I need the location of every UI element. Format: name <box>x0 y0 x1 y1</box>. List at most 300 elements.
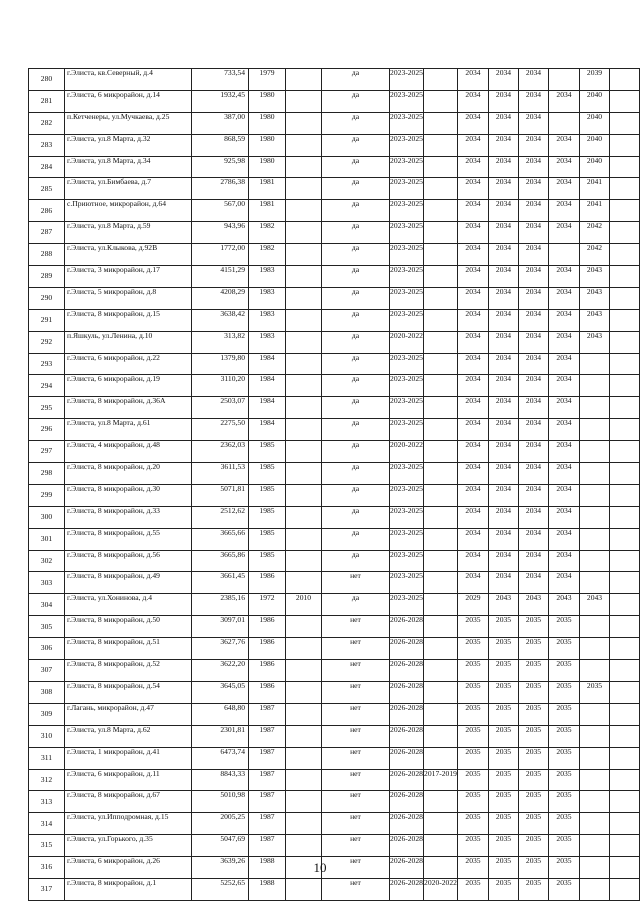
cell-year2: 2035 <box>489 660 519 682</box>
cell-year2: 2035 <box>489 725 519 747</box>
table-row <box>29 484 640 506</box>
cell-year5 <box>580 484 610 506</box>
cell-repair <box>424 484 458 506</box>
cell-year4 <box>549 112 580 134</box>
cell-built: 1980 <box>249 156 286 178</box>
cell-renovated <box>286 463 322 485</box>
cell-year4: 2035 <box>549 813 580 835</box>
cell-num: 311 <box>29 747 65 769</box>
cell-gas: да <box>322 506 390 528</box>
cell-year6 <box>610 463 640 485</box>
cell-year2: 2034 <box>489 550 519 572</box>
cell-year6 <box>610 69 640 91</box>
cell-year6 <box>610 725 640 747</box>
cell-area: 3639,26 <box>192 857 249 879</box>
cell-year3: 2034 <box>519 134 549 156</box>
cell-year6 <box>610 791 640 813</box>
cell-area: 1379,80 <box>192 353 249 375</box>
cell-address: г.Элиста, 8 микрорайон, д.50 <box>65 616 192 638</box>
cell-year5 <box>580 638 610 660</box>
cell-year2: 2034 <box>489 134 519 156</box>
cell-num: 297 <box>29 441 65 463</box>
cell-built: 1987 <box>249 769 286 791</box>
cell-year5: 2040 <box>580 134 610 156</box>
cell-gas: да <box>322 112 390 134</box>
cell-year1: 2034 <box>458 156 489 178</box>
cell-built: 1984 <box>249 353 286 375</box>
cell-repair <box>424 572 458 594</box>
cell-address: г.Элиста, ул.8 Марта, д.32 <box>65 134 192 156</box>
cell-area: 2385,16 <box>192 594 249 616</box>
cell-year5 <box>580 419 610 441</box>
cell-year1: 2035 <box>458 681 489 703</box>
cell-renovated <box>286 550 322 572</box>
cell-gas: да <box>322 287 390 309</box>
cell-year1: 2035 <box>458 703 489 725</box>
cell-renovated <box>286 178 322 200</box>
cell-address: г.Элиста, 8 микрорайон, д.49 <box>65 572 192 594</box>
cell-num: 280 <box>29 69 65 91</box>
cell-built: 1985 <box>249 441 286 463</box>
cell-year2: 2035 <box>489 681 519 703</box>
cell-area: 2512,62 <box>192 506 249 528</box>
cell-year5 <box>580 747 610 769</box>
cell-year4: 2034 <box>549 287 580 309</box>
cell-year3: 2034 <box>519 506 549 528</box>
cell-gas: нет <box>322 813 390 835</box>
cell-built: 1982 <box>249 222 286 244</box>
cell-repair <box>424 200 458 222</box>
cell-repair <box>424 703 458 725</box>
cell-gas: да <box>322 528 390 550</box>
cell-year6 <box>610 178 640 200</box>
cell-year6 <box>610 112 640 134</box>
cell-area: 925,98 <box>192 156 249 178</box>
cell-area: 3645,05 <box>192 681 249 703</box>
cell-year1: 2034 <box>458 484 489 506</box>
cell-area: 5252,65 <box>192 878 249 900</box>
cell-year6 <box>610 375 640 397</box>
cell-area: 3665,66 <box>192 528 249 550</box>
cell-renovated <box>286 769 322 791</box>
cell-year1: 2035 <box>458 878 489 900</box>
cell-num: 317 <box>29 878 65 900</box>
cell-built: 1983 <box>249 309 286 331</box>
cell-area: 3661,45 <box>192 572 249 594</box>
cell-area: 2503,07 <box>192 397 249 419</box>
cell-year3: 2034 <box>519 484 549 506</box>
cell-year2: 2035 <box>489 769 519 791</box>
cell-gas: да <box>322 266 390 288</box>
cell-year2: 2034 <box>489 506 519 528</box>
cell-area: 3665,86 <box>192 550 249 572</box>
cell-year5 <box>580 616 610 638</box>
cell-repair <box>424 813 458 835</box>
cell-year3: 2034 <box>519 90 549 112</box>
cell-renovated <box>286 134 322 156</box>
cell-year4: 2034 <box>549 90 580 112</box>
cell-year6 <box>610 331 640 353</box>
cell-year3: 2035 <box>519 747 549 769</box>
cell-year4: 2035 <box>549 703 580 725</box>
cell-area: 2362,03 <box>192 441 249 463</box>
cell-period: 2026-2028 <box>390 616 424 638</box>
cell-address: г.Элиста, 4 микрорайон, д.48 <box>65 441 192 463</box>
cell-year5: 2042 <box>580 222 610 244</box>
cell-renovated <box>286 681 322 703</box>
cell-year2: 2035 <box>489 878 519 900</box>
cell-renovated <box>286 791 322 813</box>
cell-year6 <box>610 397 640 419</box>
cell-period: 2020-2022 <box>390 331 424 353</box>
cell-address: г.Элиста, 6 микрорайон, д.19 <box>65 375 192 397</box>
cell-year1: 2034 <box>458 572 489 594</box>
cell-year5: 2043 <box>580 266 610 288</box>
cell-address: г.Элиста, ул.Клыкова, д.92В <box>65 244 192 266</box>
cell-year6 <box>610 638 640 660</box>
cell-gas: нет <box>322 572 390 594</box>
cell-renovated: 2010 <box>286 594 322 616</box>
cell-year3: 2035 <box>519 703 549 725</box>
cell-renovated <box>286 528 322 550</box>
cell-gas: нет <box>322 747 390 769</box>
cell-renovated <box>286 90 322 112</box>
cell-year6 <box>610 244 640 266</box>
cell-year4: 2034 <box>549 528 580 550</box>
cell-year2: 2034 <box>489 178 519 200</box>
cell-year5 <box>580 528 610 550</box>
cell-built: 1988 <box>249 878 286 900</box>
cell-year4: 2034 <box>549 156 580 178</box>
cell-year4: 2034 <box>549 222 580 244</box>
cell-repair <box>424 309 458 331</box>
cell-address: г.Элиста, 8 микрорайон, д.56 <box>65 550 192 572</box>
cell-address: г.Элиста, 8 микрорайон, д.1 <box>65 878 192 900</box>
cell-repair <box>424 419 458 441</box>
cell-year6 <box>610 681 640 703</box>
cell-year2: 2034 <box>489 397 519 419</box>
cell-num: 288 <box>29 244 65 266</box>
cell-year6 <box>610 616 640 638</box>
cell-gas: нет <box>322 857 390 879</box>
cell-year3: 2034 <box>519 397 549 419</box>
cell-period: 2023-2025 <box>390 375 424 397</box>
cell-renovated <box>286 69 322 91</box>
cell-year3: 2034 <box>519 156 549 178</box>
cell-area: 1932,45 <box>192 90 249 112</box>
cell-area: 567,00 <box>192 200 249 222</box>
cell-num: 313 <box>29 791 65 813</box>
cell-year2: 2034 <box>489 419 519 441</box>
cell-built: 1985 <box>249 463 286 485</box>
cell-built: 1986 <box>249 616 286 638</box>
cell-year5 <box>580 703 610 725</box>
table-row <box>29 594 640 616</box>
table-row <box>29 353 640 375</box>
cell-renovated <box>286 397 322 419</box>
cell-address: г.Элиста, ул.8 Марта, д.34 <box>65 156 192 178</box>
cell-address: г.Элиста, 3 микрорайон, д.17 <box>65 266 192 288</box>
table-row <box>29 134 640 156</box>
cell-gas: да <box>322 69 390 91</box>
cell-year1: 2035 <box>458 791 489 813</box>
cell-period: 2026-2028 <box>390 857 424 879</box>
cell-year2: 2034 <box>489 222 519 244</box>
cell-year4: 2034 <box>549 200 580 222</box>
cell-built: 1987 <box>249 791 286 813</box>
cell-area: 6473,74 <box>192 747 249 769</box>
cell-period: 2023-2025 <box>390 419 424 441</box>
cell-address: г.Элиста, 8 микрорайон, д.20 <box>65 463 192 485</box>
cell-num: 292 <box>29 331 65 353</box>
cell-period: 2023-2025 <box>390 156 424 178</box>
cell-year3: 2034 <box>519 353 549 375</box>
cell-year4: 2035 <box>549 769 580 791</box>
cell-num: 312 <box>29 769 65 791</box>
cell-renovated <box>286 244 322 266</box>
cell-year3: 2034 <box>519 287 549 309</box>
cell-year2: 2035 <box>489 791 519 813</box>
cell-repair <box>424 594 458 616</box>
cell-gas: да <box>322 156 390 178</box>
cell-address: г.Элиста, ул.Хонинова, д.4 <box>65 594 192 616</box>
cell-year5: 2043 <box>580 594 610 616</box>
cell-year2: 2034 <box>489 200 519 222</box>
cell-year6 <box>610 878 640 900</box>
cell-year4: 2035 <box>549 725 580 747</box>
cell-num: 309 <box>29 703 65 725</box>
cell-year2: 2035 <box>489 747 519 769</box>
cell-period: 2023-2025 <box>390 572 424 594</box>
cell-year6 <box>610 266 640 288</box>
cell-built: 1986 <box>249 572 286 594</box>
cell-year1: 2034 <box>458 353 489 375</box>
cell-built: 1979 <box>249 69 286 91</box>
cell-renovated <box>286 638 322 660</box>
cell-built: 1983 <box>249 331 286 353</box>
cell-year1: 2034 <box>458 200 489 222</box>
cell-year5 <box>580 463 610 485</box>
cell-renovated <box>286 813 322 835</box>
table-row <box>29 222 640 244</box>
cell-repair <box>424 550 458 572</box>
cell-renovated <box>286 572 322 594</box>
cell-year5: 2039 <box>580 69 610 91</box>
cell-year5 <box>580 660 610 682</box>
table-row <box>29 156 640 178</box>
cell-period: 2023-2025 <box>390 506 424 528</box>
cell-year6 <box>610 441 640 463</box>
cell-area: 313,82 <box>192 331 249 353</box>
cell-repair <box>424 90 458 112</box>
cell-year1: 2035 <box>458 769 489 791</box>
cell-address: п.Яшкуль, ул.Ленина, д.10 <box>65 331 192 353</box>
cell-period: 2023-2025 <box>390 266 424 288</box>
cell-year1: 2034 <box>458 528 489 550</box>
cell-year1: 2034 <box>458 419 489 441</box>
cell-period: 2026-2028 <box>390 703 424 725</box>
cell-area: 8843,33 <box>192 769 249 791</box>
cell-renovated <box>286 835 322 857</box>
cell-repair <box>424 616 458 638</box>
cell-year5 <box>580 835 610 857</box>
table-row <box>29 69 640 91</box>
cell-num: 283 <box>29 134 65 156</box>
cell-address: г.Элиста, 8 микрорайон, д.30 <box>65 484 192 506</box>
table-row <box>29 463 640 485</box>
cell-period: 2023-2025 <box>390 134 424 156</box>
cell-renovated <box>286 878 322 900</box>
cell-built: 1987 <box>249 835 286 857</box>
cell-built: 1985 <box>249 550 286 572</box>
cell-repair <box>424 441 458 463</box>
table-row <box>29 791 640 813</box>
cell-year3: 2034 <box>519 69 549 91</box>
table-row <box>29 200 640 222</box>
cell-year1: 2034 <box>458 397 489 419</box>
cell-num: 285 <box>29 178 65 200</box>
cell-repair <box>424 397 458 419</box>
cell-gas: нет <box>322 638 390 660</box>
cell-renovated <box>286 506 322 528</box>
cell-year5: 2040 <box>580 112 610 134</box>
cell-repair <box>424 331 458 353</box>
cell-period: 2026-2028 <box>390 660 424 682</box>
cell-year6 <box>610 200 640 222</box>
cell-year3: 2034 <box>519 463 549 485</box>
cell-built: 1986 <box>249 681 286 703</box>
cell-year3: 2035 <box>519 660 549 682</box>
cell-area: 943,96 <box>192 222 249 244</box>
table-row <box>29 572 640 594</box>
cell-year3: 2034 <box>519 200 549 222</box>
cell-renovated <box>286 266 322 288</box>
cell-year2: 2034 <box>489 463 519 485</box>
cell-gas: нет <box>322 791 390 813</box>
cell-year2: 2034 <box>489 572 519 594</box>
cell-period: 2023-2025 <box>390 69 424 91</box>
cell-period: 2023-2025 <box>390 200 424 222</box>
cell-year2: 2035 <box>489 835 519 857</box>
cell-period: 2026-2028 <box>390 681 424 703</box>
cell-area: 5010,98 <box>192 791 249 813</box>
cell-year6 <box>610 660 640 682</box>
cell-year6 <box>610 353 640 375</box>
cell-year2: 2034 <box>489 266 519 288</box>
table-row <box>29 769 640 791</box>
cell-repair: 2017-2019 <box>424 769 458 791</box>
cell-year2: 2034 <box>489 441 519 463</box>
cell-num: 284 <box>29 156 65 178</box>
cell-built: 1980 <box>249 112 286 134</box>
cell-year4: 2034 <box>549 178 580 200</box>
cell-year4: 2034 <box>549 441 580 463</box>
table-row <box>29 747 640 769</box>
cell-period: 2023-2025 <box>390 309 424 331</box>
cell-built: 1988 <box>249 857 286 879</box>
cell-year4: 2034 <box>549 572 580 594</box>
cell-year4: 2034 <box>549 550 580 572</box>
table-row <box>29 725 640 747</box>
cell-period: 2023-2025 <box>390 287 424 309</box>
table-row <box>29 375 640 397</box>
cell-year5: 2043 <box>580 287 610 309</box>
cell-year2: 2035 <box>489 813 519 835</box>
table-row <box>29 244 640 266</box>
cell-num: 281 <box>29 90 65 112</box>
cell-year5 <box>580 441 610 463</box>
cell-num: 303 <box>29 572 65 594</box>
cell-built: 1980 <box>249 134 286 156</box>
cell-address: г.Элиста, 5 микрорайон, д.8 <box>65 287 192 309</box>
cell-year2: 2034 <box>489 112 519 134</box>
cell-area: 868,59 <box>192 134 249 156</box>
cell-period: 2023-2025 <box>390 244 424 266</box>
cell-year6 <box>610 90 640 112</box>
cell-year2: 2035 <box>489 616 519 638</box>
table-row <box>29 331 640 353</box>
cell-num: 298 <box>29 463 65 485</box>
cell-year1: 2034 <box>458 331 489 353</box>
cell-year2: 2034 <box>489 244 519 266</box>
cell-year4: 2043 <box>549 594 580 616</box>
cell-year4: 2034 <box>549 397 580 419</box>
cell-repair <box>424 660 458 682</box>
cell-year5: 2041 <box>580 200 610 222</box>
cell-year1: 2034 <box>458 112 489 134</box>
cell-num: 286 <box>29 200 65 222</box>
table-row <box>29 506 640 528</box>
cell-renovated <box>286 331 322 353</box>
cell-repair <box>424 112 458 134</box>
cell-address: г.Элиста, 8 микрорайон, д.33 <box>65 506 192 528</box>
cell-period: 2023-2025 <box>390 594 424 616</box>
cell-year1: 2035 <box>458 813 489 835</box>
cell-gas: да <box>322 375 390 397</box>
cell-gas: да <box>322 594 390 616</box>
cell-num: 290 <box>29 287 65 309</box>
cell-gas: да <box>322 463 390 485</box>
cell-repair <box>424 681 458 703</box>
cell-year6 <box>610 572 640 594</box>
cell-year1: 2035 <box>458 857 489 879</box>
cell-period: 2026-2028 <box>390 813 424 835</box>
table-row <box>29 287 640 309</box>
cell-renovated <box>286 287 322 309</box>
cell-year5: 2043 <box>580 309 610 331</box>
cell-address: г.Элиста, ул.8 Марта, д.62 <box>65 725 192 747</box>
cell-year6 <box>610 703 640 725</box>
cell-year3: 2034 <box>519 375 549 397</box>
cell-num: 302 <box>29 550 65 572</box>
cell-period: 2023-2025 <box>390 178 424 200</box>
cell-period: 2026-2028 <box>390 878 424 900</box>
cell-year2: 2034 <box>489 353 519 375</box>
cell-year5: 2040 <box>580 156 610 178</box>
cell-built: 1985 <box>249 506 286 528</box>
cell-year5 <box>580 397 610 419</box>
cell-year3: 2034 <box>519 441 549 463</box>
cell-address: г.Элиста, 6 микрорайон, д.26 <box>65 857 192 879</box>
cell-year6 <box>610 134 640 156</box>
cell-repair <box>424 747 458 769</box>
cell-repair <box>424 638 458 660</box>
cell-year5: 2042 <box>580 244 610 266</box>
cell-area: 3097,01 <box>192 616 249 638</box>
cell-built: 1980 <box>249 90 286 112</box>
table-row <box>29 419 640 441</box>
cell-year1: 2035 <box>458 660 489 682</box>
